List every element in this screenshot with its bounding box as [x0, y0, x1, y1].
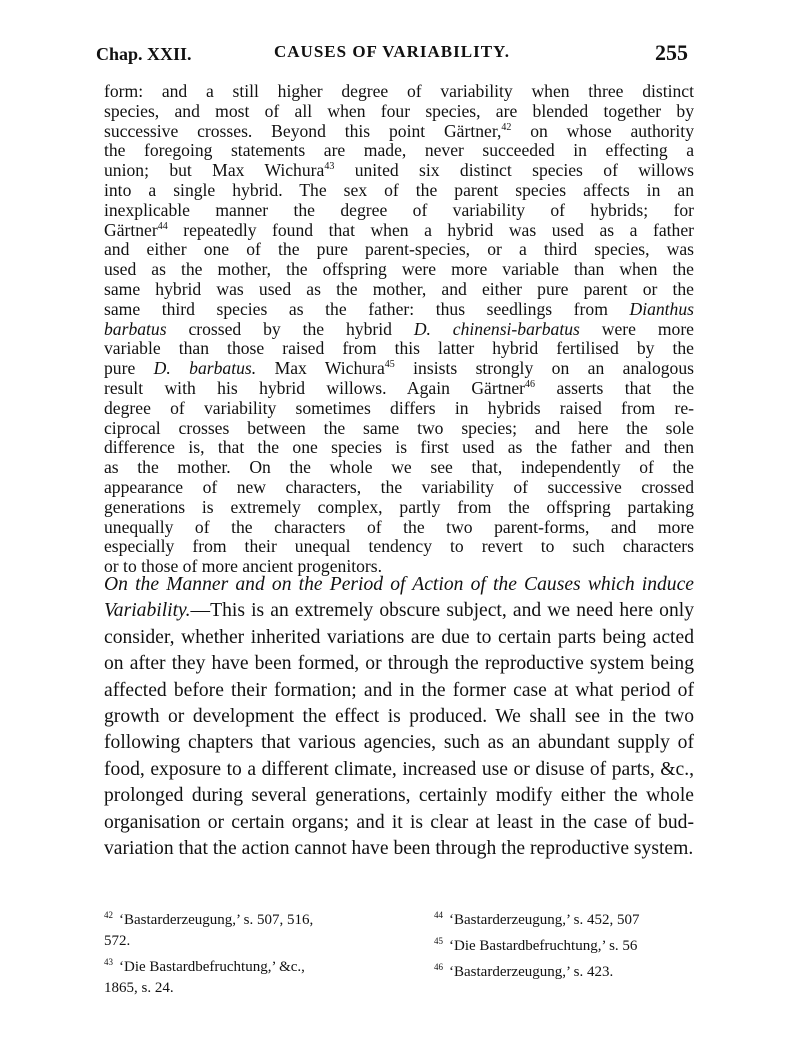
running-header	[96, 40, 688, 70]
footnote-ref: 43	[324, 161, 335, 173]
text-line: especially from their unequal tendency to revert to such characters	[104, 536, 694, 557]
section-paragraph: On the Manner and on the Period of Action of the Causes which induce Variability.—This is an extremely obscure subject, and we need here only consider, whether inherited variations are due to certain parts being acted on after they have been formed, or through the reproductive system being affected before their formation; and in the former case at what period of growth or development the effect is produced. We shall see in the two following chapters that various agencies, such as an abundant supply of food, exposure to a different climate, increased use or disuse of parts, &c., prolonged during several generations, certainly modify either the whole organisation or certain organs; and it is clear at least in the case of bud-variation that the action cannot have been through the reproductive system.	[104, 574, 694, 860]
text-line: and either one of the pure parent-species, or a third species, was	[104, 239, 694, 260]
footnote-continuation: 572.	[104, 933, 131, 949]
text-line: appearance of new characters, the variability of successive crossed	[104, 476, 694, 497]
page-number: 255	[655, 40, 688, 65]
text-line: form: and a still higher degree of variability when three distinct	[104, 81, 694, 101]
text-line: variable than those raised from this latter hybrid fertilised by the	[104, 338, 694, 359]
footnote: $^{42}$ ‘Bastarderzeugung,’ s. 507, 516,	[104, 910, 314, 928]
footnote-ref: 44	[157, 220, 168, 232]
text-line: as the mother. On the whole we see that, independently of the	[104, 457, 694, 478]
footnotes-right	[434, 905, 704, 983]
footnote-ref: 45	[384, 359, 395, 371]
text-line: the foregoing statements are made, never succeeded in effecting a	[104, 140, 694, 161]
text-line: Gärtner$^{44}$ repeatedly found that when a hybrid was used as a father	[104, 219, 694, 240]
paragraph-manner-period	[104, 572, 694, 862]
footnote: $^{46}$ ‘Bastarderzeugung,’ s. 423.	[434, 962, 614, 980]
footnotes-left	[104, 905, 394, 999]
text-line: used as the mother, the offspring were more variable than when the	[104, 259, 694, 280]
text-line: generations is extremely complex, partly from the offspring partaking	[104, 496, 694, 517]
section-text: This is an extremely obscure subject, and we need here only consider, whether inherited variations are due to certain parts being acted on after they have been formed, or through the reproductive system being affected before their formation; and in the former case at what period of growth or development the effect is produced. We shall see in the two following chapters that various agencies, such as an abundant supply of food, exposure to a different climate, increased use or disuse of parts, &c., prolonged during several generations, certainly modify either the whole organisation or certain organs; and it is clear at least in the case of bud-variation that the action cannot have been through the reproductive system.	[104, 600, 694, 860]
text-line: union; but Max Wichura$^{43}$ united six distinct species of willows	[104, 160, 695, 181]
text-line: unequally of the characters of the two parent-forms, and more	[104, 516, 694, 537]
running-title: CAUSES OF VARIABILITY.	[274, 42, 510, 61]
text-line: same third species as the father: thus seedlings from Dianthus	[104, 298, 695, 319]
paragraph-hybrid-variability	[104, 82, 694, 577]
text-line: or to those of more ancient progenitors.	[104, 556, 383, 577]
footnote-continuation: 1865, s. 24.	[104, 980, 174, 996]
footnote: $^{44}$ ‘Bastarderzeugung,’ s. 452, 507	[434, 910, 640, 928]
text-line: inexplicable manner the degree of variability of hybrids; for	[104, 199, 694, 220]
text-line: ciprocal crosses between the same two species; and here the sole	[104, 417, 694, 438]
text-line: species, and most of all when four species, are blended together by	[104, 100, 694, 121]
text-line: successive crosses. Beyond this point Gärtner,$^{42}$ on whose authority	[104, 120, 694, 141]
footnote-ref: 42	[501, 121, 512, 133]
text-line: degree of variability sometimes differs in hybrids raised from re-	[104, 397, 694, 418]
text-line: barbatus crossed by the hybrid D. chinensi-barbatus were more	[104, 318, 694, 339]
text-line: same hybrid was used as the mother, and either pure parent or the	[104, 278, 694, 299]
text-line: pure D. barbatus. Max Wichura$^{45}$ insists strongly on an analogous	[104, 358, 694, 379]
footnote: $^{45}$ ‘Die Bastardbefruchtung,’ s. 56	[434, 936, 638, 954]
text-line: result with his hybrid willows. Again Gärtner$^{46}$ asserts that the	[104, 377, 694, 398]
footnote: $^{43}$ ‘Die Bastardbefruchtung,’ &c.,	[104, 957, 305, 975]
chapter-label: Chap. XXII.	[96, 44, 192, 64]
text-line: into a single hybrid. The sex of the parent species affects in an	[104, 179, 694, 200]
section-heading: On the Manner and on the Period of Action of the Causes which induce Variability.	[104, 574, 694, 622]
text-line: difference is, that the one species is first used as the father and then	[104, 437, 694, 458]
footnote-ref: 46	[525, 379, 536, 391]
